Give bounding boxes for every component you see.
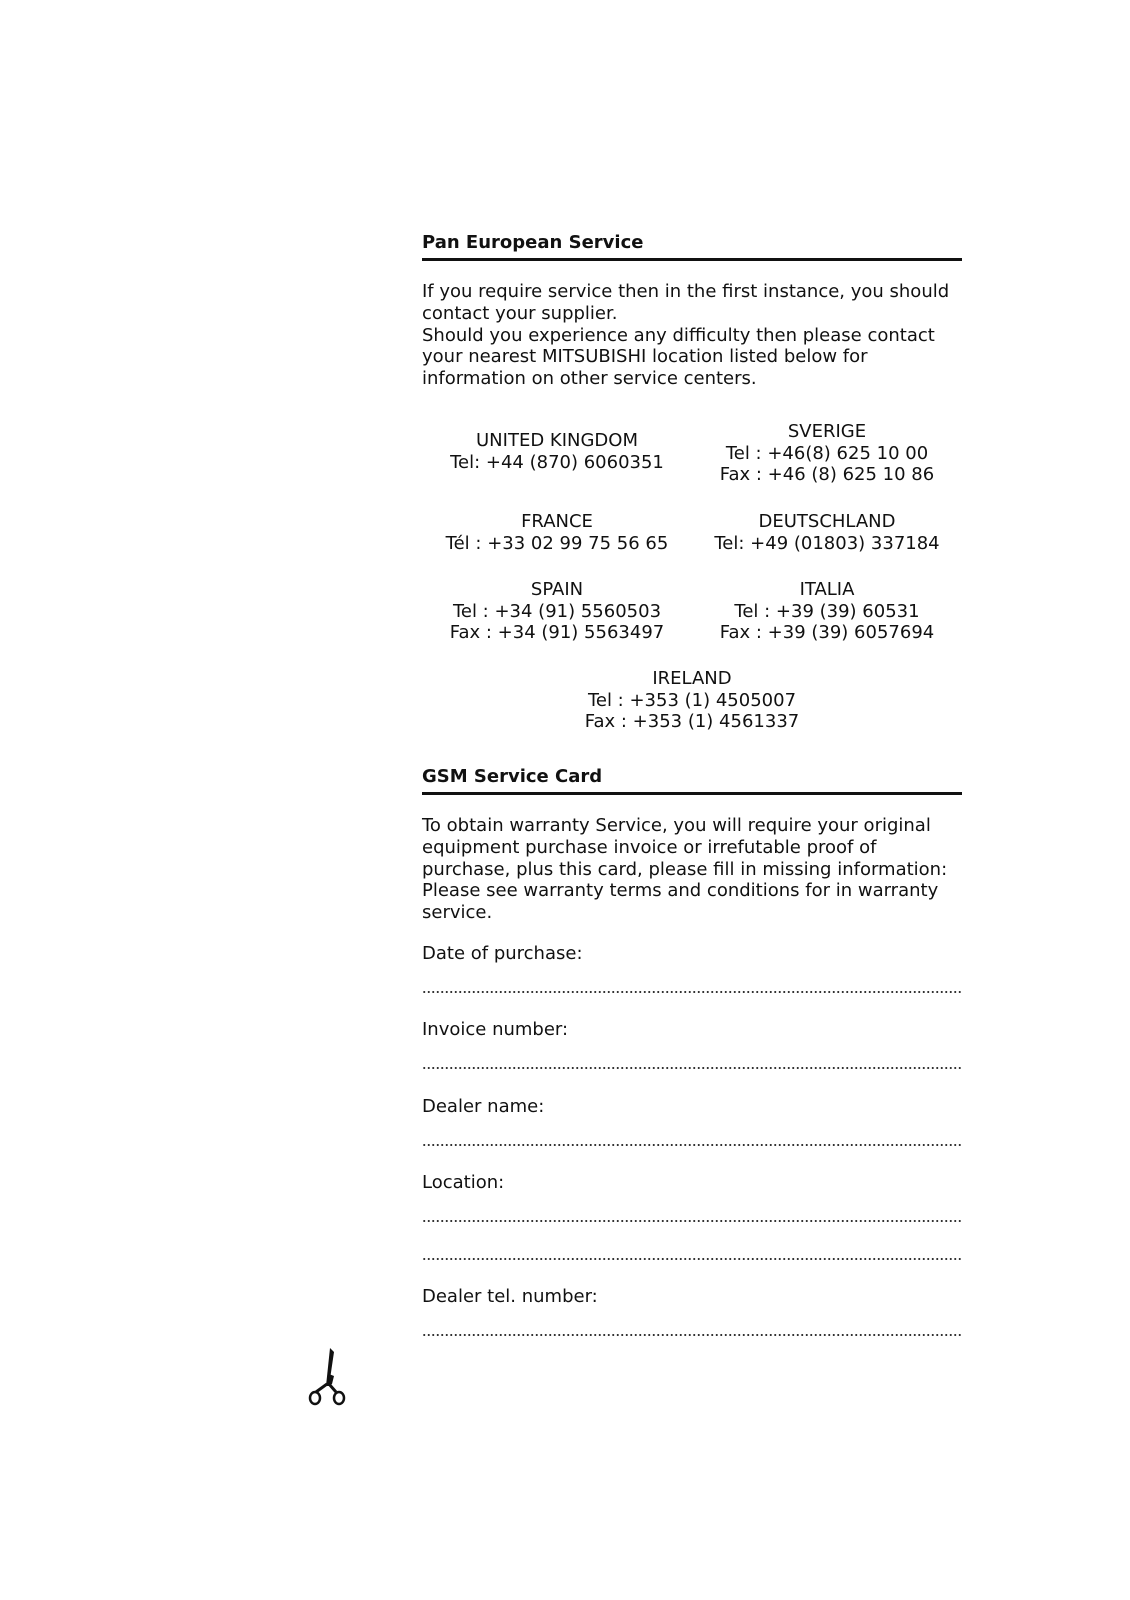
location-field-line-1[interactable] <box>422 1219 962 1223</box>
section-heading-gsm-card: GSM Service Card <box>422 766 962 795</box>
section-heading-pan-european: Pan European Service <box>422 232 962 261</box>
office-tel: Tel: +44 (870) 6060351 <box>450 451 664 473</box>
office-tel: Tel : +34 (91) 5560503 <box>452 600 662 622</box>
office-tel: Tel : +39 (39) 60531 <box>734 600 920 622</box>
office-spain <box>422 579 692 644</box>
office-fax: Fax : +34 (91) 5563497 <box>449 622 665 643</box>
location-label: Location: <box>422 1172 505 1193</box>
dealer-tel-field[interactable] <box>422 1333 962 1337</box>
office-tel: Tel: +49 (01803) 337184 <box>714 532 940 554</box>
office-tel: Tel : +353 (1) 4505007 <box>587 689 797 711</box>
dealer-tel-label: Dealer tel. number: <box>422 1286 598 1307</box>
office-fax: Fax : +39 (39) 6057694 <box>719 622 935 643</box>
dealer-name-field[interactable] <box>422 1143 962 1147</box>
scissors-icon <box>308 1346 348 1406</box>
office-country: SVERIGE <box>787 421 867 442</box>
office-country: FRANCE <box>521 511 593 532</box>
office-italia <box>692 579 962 644</box>
office-tel: Tél : +33 02 99 75 56 65 <box>445 532 669 554</box>
office-country: DEUTSCHLAND <box>758 511 896 532</box>
office-sverige <box>692 421 962 486</box>
gsm-service-card-section <box>422 766 962 924</box>
terms-paragraph: Please see warranty terms and conditions for in warranty service. <box>422 880 939 924</box>
intro-paragraph: If you require service then in the first instance, you should contact your supplier. <box>422 281 950 324</box>
invoice-number-label: Invoice number: <box>422 1019 569 1040</box>
contact-paragraph: Should you experience any difficulty then please contact your nearest MITSUBISHI location listed below for information on other service centers. <box>422 324 935 390</box>
dealer-name-label: Dealer name: <box>422 1096 545 1117</box>
office-country: ITALIA <box>799 579 855 600</box>
office-country: SPAIN <box>530 579 584 600</box>
office-fax: Fax : +353 (1) 4561337 <box>584 711 800 732</box>
office-country: IRELAND <box>652 668 732 689</box>
office-deutschland <box>692 511 962 554</box>
office-tel: Tel : +46(8) 625 10 00 <box>725 442 929 464</box>
office-fax: Fax : +46 (8) 625 10 86 <box>719 464 935 485</box>
location-field-line-2[interactable] <box>422 1257 962 1261</box>
warranty-paragraph: To obtain warranty Service, you will require your original equipment purchase invoice or irrefutable proof of purchase, plus this card, please fill in missing information: <box>422 815 948 880</box>
date-of-purchase-field[interactable] <box>422 990 962 994</box>
invoice-number-field[interactable] <box>422 1066 962 1070</box>
office-ireland <box>422 668 962 733</box>
pan-european-section <box>422 232 962 390</box>
office-france <box>422 511 692 554</box>
date-of-purchase-label: Date of purchase: <box>422 943 583 964</box>
office-united-kingdom <box>422 430 692 473</box>
office-country: UNITED KINGDOM <box>476 430 638 451</box>
